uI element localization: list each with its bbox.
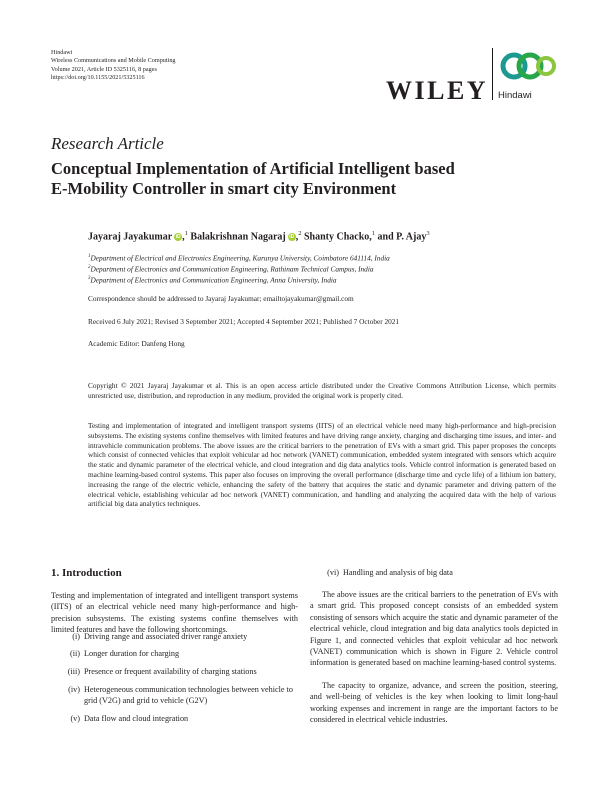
- orcid-icon[interactable]: iD: [175, 234, 181, 241]
- correspondence: Correspondence should be addressed to Jayaraj Jayakumar; emailtojayakumar@gmail.com: [88, 294, 354, 303]
- copyright-notice: Copyright © 2021 Jayaraj Jayakumar et al. This is an open access article distributed under the Creative Commons Attribution License, which permits unrestricted use, distribution, and reproduction in any medium, provided the original work is properly cited.: [88, 381, 556, 400]
- list-item: (iii) Presence or frequent availability of charging stations: [67, 667, 257, 676]
- logo-divider: [492, 48, 493, 100]
- article-type: Research Article: [51, 134, 164, 153]
- affiliation: $^3$Department of Electronics and Communication Engineering, Anna University, India: [88, 275, 337, 285]
- author-name[interactable]: and P. Ajay: [377, 231, 427, 243]
- affiliation: $^1$Department of Electrical and Electronics Engineering, Karunya University, Coimbatore 641114, India: [88, 253, 390, 263]
- hindawi-logo-icon: [500, 46, 556, 90]
- author-name[interactable]: Shanty Chacko,: [303, 231, 372, 243]
- section-heading: 1. Introduction: [51, 567, 122, 579]
- title-line-1: Conceptual Implementation of Artificial Intelligent based: [51, 159, 455, 178]
- doi-link[interactable]: https://doi.org/10.1155/2021/5325116: [51, 74, 145, 82]
- list-item: (v) Data flow and cloud integration: [70, 714, 189, 723]
- hindawi-logo-text: Hindawi: [498, 90, 532, 101]
- body-paragraph: The above issues are the critical barriers to the penetration of EVs with a smart grid. This proposed concept consists of an embedded system consisting of sensors which acquire the static and dynamic parameter of the electrical vehicle, cloud integration and big data analytics tools depicted in Figure 1, and connected vehicles that exploit vehicular ad hoc network (VANET) communication which is shown in Figure 2. Vehicle control information is generated based on machine learning-based control systems.: [310, 590, 558, 668]
- article-title: [51, 159, 551, 199]
- article-dates: Received 6 July 2021; Revised 3 September 2021; Accepted 4 September 2021; Published 7 October 2021: [88, 317, 400, 326]
- list-item: (vi) Handling and analysis of big data: [327, 568, 453, 577]
- orcid-icon[interactable]: iD: [289, 234, 295, 241]
- abstract: Testing and implementation of integrated and intelligent transport systems (IITS) of an electrical vehicle need many high-performance and high-precision subsystems. The existing systems confine themselves with limited features and have driving range anxiety, charging and discharging time issues, and inter- and intravehicle communication problems. The above issues are the critical barriers to the penetration of EVs with a smart grid. This paper proposes the concepts which consist of connected vehicles that exploit vehicular ad hoc network (VANET) communication, embedded system integrated with sensors which acquire the static and dynamic parameter of the electrical vehicle, and cloud integration and dig data analytics tools. Vehicle control information is generated based on machine learning-based control systems. This paper also focuses on improving the overall performance (discharge time and cycle life) of a lithium ion battery, increasing the range of the electric vehicle, enhancing the safety of the battery that acquires the static and dynamic parameter and driving pattern of the electrical vehicle, establishing vehicular ad hoc network (VANET) communication, and handling and analyzing the acquired data with the help of various artificial big data analytics techniques.: [88, 421, 556, 509]
- intro-paragraph: Testing and implementation of integrated and intelligent transport systems (IITS) of an electrical vehicle need many high-performance and high-precision subsystems. The existing systems confine themselves with limited features and have the following shortcomings.: [51, 591, 298, 635]
- author-list: Jayaraj Jayakumar iD ,$^1$ Balakrishnan Nagaraj iD ,$^2$ Shanty Chacko,$^1$ and P. Ajay$^3$: [88, 230, 430, 243]
- affiliation: $^2$Department of Electronics and Communication Engineering, Rathinam Technical Campus, India: [88, 264, 374, 274]
- author-name[interactable]: Jayaraj Jayakumar: [88, 231, 173, 243]
- list-item: (ii) Longer duration for charging: [69, 649, 180, 658]
- author-name[interactable]: Balakrishnan Nagaraj: [190, 231, 286, 243]
- journal-name: Wireless Communications and Mobile Computing: [51, 57, 176, 65]
- list-item: (i) Driving range and associated driver range anxiety: [72, 632, 248, 641]
- academic-editor: Academic Editor: Danfeng Hong: [88, 339, 185, 348]
- title-line-2: E-Mobility Controller in smart city Environment: [51, 179, 397, 198]
- wiley-logo: WILEY: [386, 76, 489, 105]
- journal-header: [51, 49, 176, 83]
- volume-info: Volume 2021, Article ID 5325116, 8 pages: [51, 65, 157, 73]
- list-item: (iv) Heterogeneous communication technologies between vehicle to grid (V2G) and grid to vehicle (G2V): [68, 685, 293, 706]
- body-paragraph: The capacity to organize, advance, and screen the position, steering, and well-being of vehicles is the key when looking to limit long-haul working expenses and increment in range are the important factors to be considered in electrical vehicle industries.: [310, 681, 558, 725]
- publisher-name: Hindawi: [51, 49, 73, 56]
